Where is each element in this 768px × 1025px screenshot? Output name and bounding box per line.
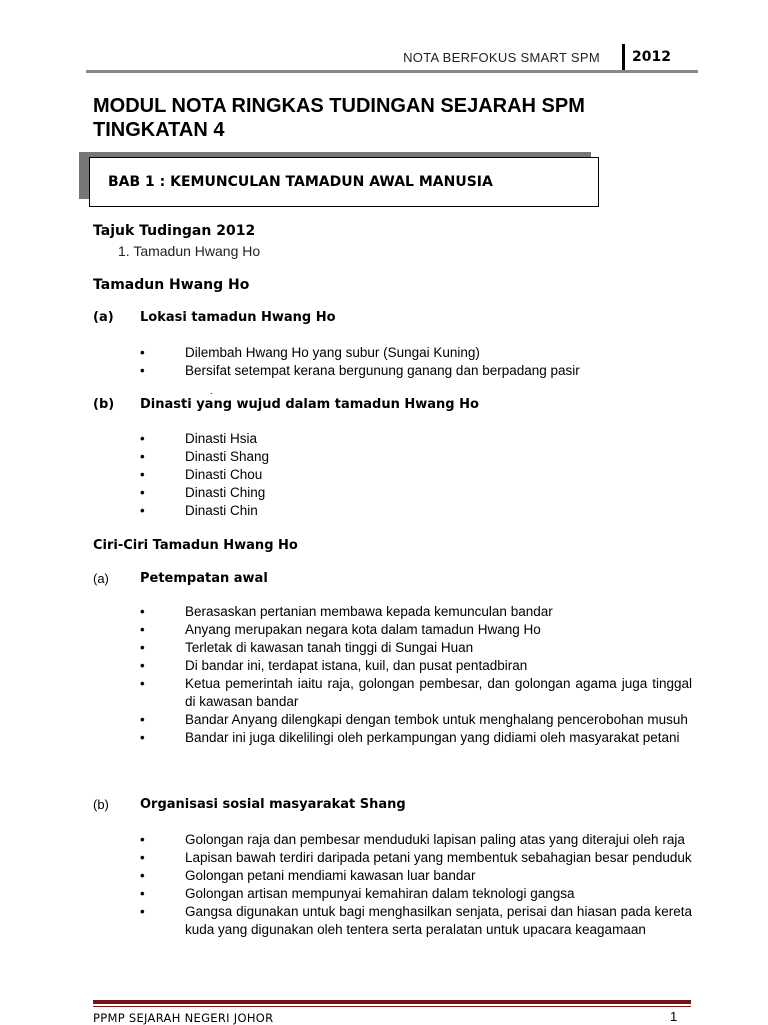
bullet-list-dinasti [140, 430, 692, 520]
subsection-letter: (b) [93, 797, 109, 812]
list-item: • Dilembah Hwang Ho yang subur (Sungai Kuning) [140, 345, 480, 360]
footer-organization: PPMP SEJARAH NEGERI JOHOR [93, 1011, 274, 1025]
bullet-icon: • [140, 345, 145, 360]
bullet-list-petempatan [140, 603, 692, 747]
list-item: • Bersifat setempat kerana bergunung ganang dan berpadang pasir [140, 363, 580, 378]
subsection-title-petempatan: Petempatan awal [140, 571, 268, 586]
bullet-icon: • [140, 658, 145, 673]
bullet-icon: • [140, 485, 145, 500]
bullet-icon: • [140, 850, 145, 865]
chapter-title: BAB 1 : KEMUNCULAN TAMADUN AWAL MANUSIA [108, 174, 493, 190]
bullet-icon: • [140, 363, 145, 378]
footer-rule-thin [93, 1006, 691, 1007]
list-item: • Golongan raja dan pembesar menduduki lapisan paling atas yang diterajui oleh raja [140, 832, 685, 847]
section-heading-hwang-ho: Tamadun Hwang Ho [93, 277, 250, 293]
list-item: • Bandar ini juga dikelilingi oleh perkampungan yang didiami oleh masyarakat petani [140, 730, 680, 745]
list-item: • Gangsa digunakan untuk bagi menghasilkan senjata, perisai dan hiasan pada kereta kuda yang digunakan oleh tentera serta peralatan untuk upacara keagamaan [140, 904, 692, 937]
bullet-icon: • [140, 431, 145, 446]
list-item: • Bandar Anyang dilengkapi dengan tembok untuk menghalang pencerobohan musuh [140, 712, 688, 727]
subsection-title-lokasi: Lokasi tamadun Hwang Ho [140, 310, 336, 325]
header-rule [86, 70, 698, 73]
bullet-icon: • [140, 712, 145, 727]
bullet-icon: • [140, 622, 145, 637]
list-item: • Golongan artisan mempunyai kemahiran dalam teknologi gangsa [140, 886, 575, 901]
document-title [93, 94, 693, 142]
subsection-letter: (b) [93, 397, 115, 412]
bullet-icon: • [140, 886, 145, 901]
subsection-letter: (a) [93, 310, 114, 325]
tajuk-item: 1. Tamadun Hwang Ho [118, 243, 261, 259]
page-number: 1 [670, 1009, 678, 1024]
section-heading-ciri-ciri: Ciri-Ciri Tamadun Hwang Ho [93, 538, 298, 553]
subsection-letter: (a) [93, 571, 109, 586]
bullet-list-lokasi [140, 344, 692, 380]
header-year: 2012 [632, 49, 671, 65]
list-item: • Dinasti Chou [140, 467, 263, 482]
header-title: NOTA BERFOKUS SMART SPM [403, 50, 600, 65]
list-item: • Ketua pemerintah iaitu raja, golongan pembesar, dan golongan agama juga tinggal di kawasan bandar [140, 676, 692, 709]
bullet-icon: • [140, 676, 145, 691]
bullet-icon: • [140, 503, 145, 518]
subsection-title-dinasti: Dinasti yang wujud dalam tamadun Hwang Ho [140, 397, 479, 412]
bullet-icon: • [140, 832, 145, 847]
bullet-icon: • [140, 868, 145, 883]
list-item: • Dinasti Ching [140, 485, 266, 500]
bullet-icon: • [140, 604, 145, 619]
list-item: • Dinasti Chin [140, 503, 258, 518]
list-item: • Berasaskan pertanian membawa kepada kemunculan bandar [140, 604, 553, 619]
tajuk-heading: Tajuk Tudingan 2012 [93, 223, 256, 239]
list-item: • Anyang merupakan negara kota dalam tamadun Hwang Ho [140, 622, 541, 637]
footer-rule [93, 1000, 691, 1004]
stray-mark: . [210, 386, 213, 396]
bullet-icon: • [140, 730, 145, 745]
list-item: • Dinasti Shang [140, 449, 270, 464]
bullet-icon: • [140, 904, 145, 919]
bullet-list-organisasi [140, 831, 692, 939]
list-item: • Dinasti Hsia [140, 431, 258, 446]
bullet-icon: • [140, 640, 145, 655]
header-separator [622, 44, 625, 72]
bullet-icon: • [140, 467, 145, 482]
list-item: • Di bandar ini, terdapat istana, kuil, dan pusat pentadbiran [140, 658, 528, 673]
list-item: • Lapisan bawah terdiri daripada petani yang membentuk sebahagian besar penduduk [140, 850, 692, 865]
list-item: • Terletak di kawasan tanah tinggi di Sungai Huan [140, 640, 474, 655]
list-item: • Golongan petani mendiami kawasan luar bandar [140, 868, 476, 883]
subsection-title-organisasi: Organisasi sosial masyarakat Shang [140, 797, 406, 812]
document-title-line2: TINGKATAN 4 [93, 119, 225, 141]
document-title-line1: MODUL NOTA RINGKAS TUDINGAN SEJARAH SPM [93, 95, 585, 117]
bullet-icon: • [140, 449, 145, 464]
